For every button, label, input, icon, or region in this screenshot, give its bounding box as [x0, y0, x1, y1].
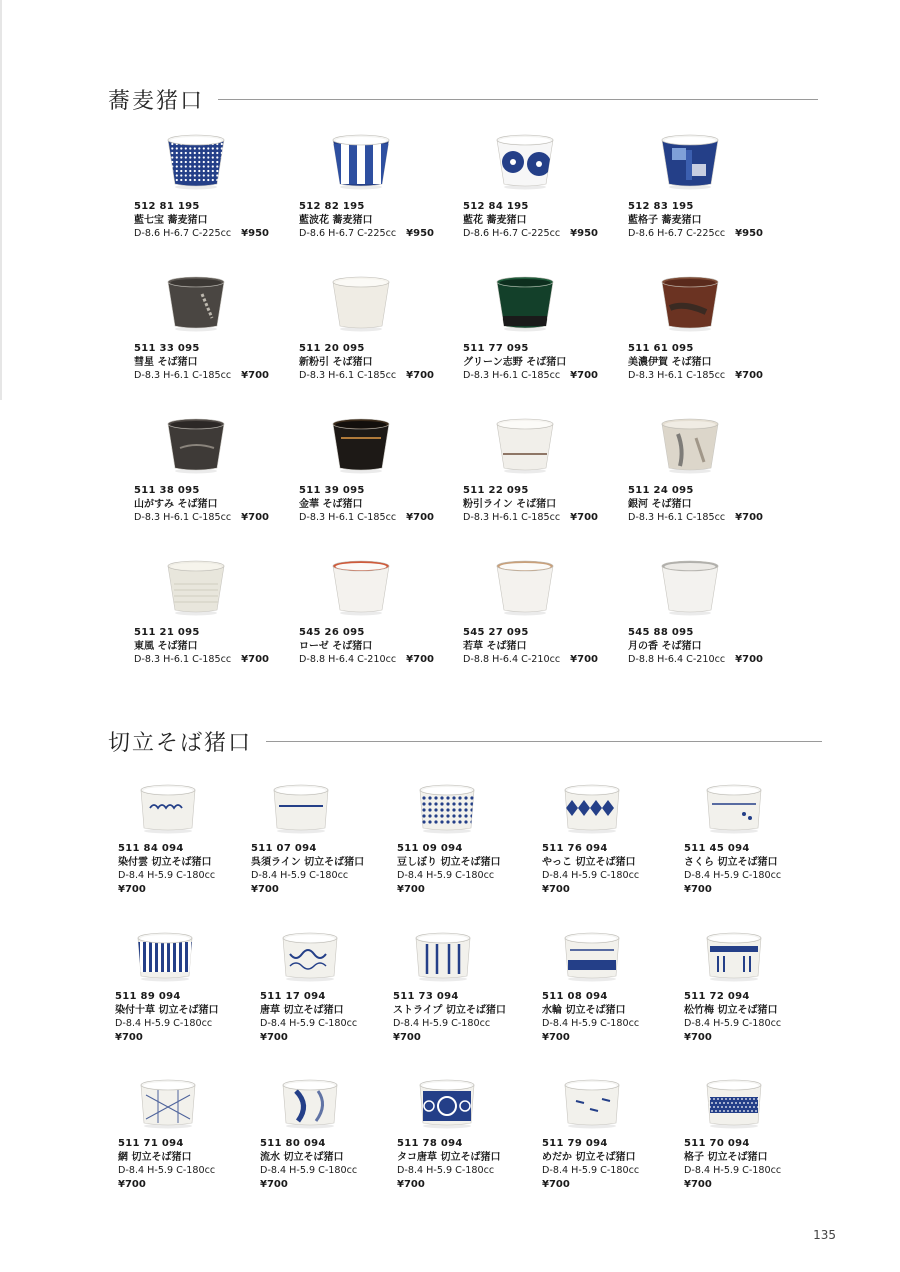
- spec-line: [299, 227, 434, 241]
- product-info: [134, 484, 269, 525]
- price-line: [118, 1178, 215, 1192]
- product-spec: D-8.3 H-6.1 C-185cc: [134, 654, 232, 666]
- page-number: 135: [813, 1228, 836, 1242]
- product-code: 512 83 195: [628, 201, 694, 212]
- product-info: [542, 1137, 639, 1191]
- product-spec: D-8.4 H-5.9 C-180cc: [251, 870, 349, 882]
- product-info: [542, 842, 639, 896]
- product-spec: D-8.4 H-5.9 C-180cc: [393, 1018, 491, 1030]
- page-edge-shadow: [0, 0, 2, 400]
- product-info: [299, 484, 434, 525]
- product-name: 藍格子 蕎麦猪口: [628, 214, 702, 226]
- product-name: さくら 切立そば猪口: [684, 856, 778, 868]
- spec-line: [299, 511, 434, 525]
- spec-line: [628, 227, 763, 241]
- product-spec: D-8.4 H-5.9 C-180cc: [684, 870, 782, 882]
- product-price: ¥700: [735, 370, 764, 382]
- product-name: 網 切立そば猪口: [118, 1151, 192, 1163]
- product-price: ¥700: [115, 1031, 143, 1043]
- price-line: [115, 1031, 218, 1045]
- product-code: 511 80 094: [260, 1138, 326, 1149]
- product-spec: D-8.6 H-6.7 C-225cc: [463, 228, 561, 240]
- product-spec: D-8.3 H-6.1 C-185cc: [628, 370, 726, 382]
- product-info: [299, 626, 434, 667]
- product-code: 511 24 095: [628, 485, 694, 496]
- price-line: [251, 883, 364, 897]
- product-price: ¥700: [241, 370, 270, 382]
- product-info: [260, 1137, 357, 1191]
- net-cup-icon: [138, 1071, 198, 1131]
- product-spec: D-8.3 H-6.1 C-185cc: [628, 512, 726, 524]
- product-spec: D-8.4 H-5.9 C-180cc: [118, 870, 216, 882]
- product-name: 藍七宝 蕎麦猪口: [134, 214, 208, 226]
- product-info: [397, 842, 500, 896]
- product-info: [463, 200, 598, 241]
- cloud-cup-icon: [138, 776, 198, 836]
- water-ring-cup-icon: [562, 924, 622, 984]
- product-spec: D-8.4 H-5.9 C-180cc: [115, 1018, 213, 1030]
- product-spec: D-8.4 H-5.9 C-180cc: [397, 870, 495, 882]
- product-name: 格子 切立そば猪口: [684, 1151, 768, 1163]
- product-info: [463, 342, 598, 383]
- product-code: 511 07 094: [251, 843, 317, 854]
- spec-line: [463, 227, 598, 241]
- product-price: ¥950: [570, 228, 599, 240]
- spec-line: [134, 653, 269, 667]
- product-price: ¥700: [570, 512, 599, 524]
- product-code: 512 84 195: [463, 201, 529, 212]
- koshi-lattice-cup-icon: [704, 1071, 764, 1131]
- comet-cup-icon: [166, 272, 226, 332]
- rose-rim-cup-icon: [331, 556, 391, 616]
- white-kohiki-cup-icon: [331, 272, 391, 332]
- price-line: [397, 883, 500, 897]
- spec-line: [628, 653, 763, 667]
- product-code: 512 81 195: [134, 201, 200, 212]
- price-line: [118, 883, 215, 897]
- product-price: ¥700: [393, 1031, 421, 1043]
- product-code: 511 89 094: [115, 991, 181, 1002]
- product-info: [115, 990, 218, 1044]
- product-price: ¥700: [397, 883, 425, 895]
- blue-wave-flower-cup-icon: [331, 130, 391, 190]
- spec-line: [628, 369, 763, 383]
- karakusa-cup-icon: [280, 924, 340, 984]
- product-code: 511 45 094: [684, 843, 750, 854]
- product-spec: D-8.3 H-6.1 C-185cc: [463, 512, 561, 524]
- moon-scent-cup-icon: [660, 556, 720, 616]
- spec-line: [397, 1164, 500, 1178]
- spec-line: [134, 227, 269, 241]
- spec-line: [542, 1164, 639, 1178]
- product-price: ¥700: [118, 883, 146, 895]
- product-code: 511 38 095: [134, 485, 200, 496]
- product-name: 銀河 そば猪口: [628, 498, 692, 510]
- green-shino-cup-icon: [495, 272, 555, 332]
- product-price: ¥950: [406, 228, 435, 240]
- product-spec: D-8.4 H-5.9 C-180cc: [684, 1165, 782, 1177]
- gosu-line-cup-icon: [271, 776, 331, 836]
- product-name: 若草 そば猪口: [463, 640, 527, 652]
- spec-line: [684, 869, 781, 883]
- product-name: 流水 切立そば猪口: [260, 1151, 344, 1163]
- product-price: ¥700: [406, 654, 435, 666]
- product-spec: D-8.4 H-5.9 C-180cc: [260, 1165, 358, 1177]
- product-info: [463, 626, 598, 667]
- product-price: ¥950: [241, 228, 270, 240]
- product-spec: D-8.4 H-5.9 C-180cc: [684, 1018, 782, 1030]
- polka-dot-cup-icon: [417, 776, 477, 836]
- product-price: ¥700: [735, 654, 764, 666]
- product-code: 511 22 095: [463, 485, 529, 496]
- product-spec: D-8.6 H-6.7 C-225cc: [299, 228, 397, 240]
- product-code: 512 82 195: [299, 201, 365, 212]
- product-info: [299, 342, 434, 383]
- product-code: 511 20 095: [299, 343, 365, 354]
- product-spec: D-8.3 H-6.1 C-185cc: [134, 370, 232, 382]
- product-price: ¥700: [260, 1031, 288, 1043]
- product-code: 545 88 095: [628, 627, 694, 638]
- wakakusa-cup-icon: [495, 556, 555, 616]
- product-price: ¥700: [406, 370, 435, 382]
- product-code: 511 72 094: [684, 991, 750, 1002]
- product-price: ¥700: [118, 1178, 146, 1190]
- product-spec: D-8.3 H-6.1 C-185cc: [299, 512, 397, 524]
- blue-shippo-cup-icon: [166, 130, 226, 190]
- spec-line: [463, 511, 598, 525]
- product-spec: D-8.4 H-5.9 C-180cc: [542, 870, 640, 882]
- product-name: 美濃伊賀 そば猪口: [628, 356, 712, 368]
- product-info: [628, 200, 763, 241]
- product-price: ¥700: [397, 1178, 425, 1190]
- mountain-mist-cup-icon: [166, 414, 226, 474]
- product-info: [628, 626, 763, 667]
- product-name: 彗星 そば猪口: [134, 356, 198, 368]
- product-name: タコ唐草 切立そば猪口: [397, 1151, 501, 1163]
- product-info: [463, 484, 598, 525]
- east-wind-cup-icon: [166, 556, 226, 616]
- product-price: ¥700: [542, 1178, 570, 1190]
- product-price: ¥700: [260, 1178, 288, 1190]
- product-name: 藍波花 蕎麦猪口: [299, 214, 373, 226]
- pine-bamboo-plum-cup-icon: [704, 924, 764, 984]
- spec-line: [542, 869, 639, 883]
- spec-line: [463, 369, 598, 383]
- product-name: 染付雲 切立そば猪口: [118, 856, 212, 868]
- product-info: [134, 626, 269, 667]
- product-name: 月の香 そば猪口: [628, 640, 702, 652]
- galaxy-cup-icon: [660, 414, 720, 474]
- product-info: [397, 1137, 500, 1191]
- product-spec: D-8.8 H-6.4 C-210cc: [299, 654, 397, 666]
- tako-karakusa-cup-icon: [417, 1071, 477, 1131]
- product-info: [684, 1137, 781, 1191]
- spec-line: [684, 1017, 781, 1031]
- price-line: [542, 1031, 639, 1045]
- product-price: ¥700: [251, 883, 279, 895]
- kohiki-line-cup-icon: [495, 414, 555, 474]
- spec-line: [115, 1017, 218, 1031]
- product-info: [628, 342, 763, 383]
- product-spec: D-8.8 H-6.4 C-210cc: [463, 654, 561, 666]
- spec-line: [118, 869, 215, 883]
- tokusa-stripe-cup-icon: [135, 924, 195, 984]
- product-name: 粉引ライン そば猪口: [463, 498, 557, 510]
- product-name: グリーン志野 そば猪口: [463, 356, 567, 368]
- spec-line: [134, 511, 269, 525]
- spec-line: [397, 869, 500, 883]
- product-spec: D-8.4 H-5.9 C-180cc: [260, 1018, 358, 1030]
- product-code: 511 70 094: [684, 1138, 750, 1149]
- product-spec: D-8.6 H-6.7 C-225cc: [628, 228, 726, 240]
- product-name: 新粉引 そば猪口: [299, 356, 373, 368]
- product-price: ¥700: [241, 512, 270, 524]
- spec-line: [251, 869, 364, 883]
- product-name: めだか 切立そば猪口: [542, 1151, 636, 1163]
- product-name: 藍花 蕎麦猪口: [463, 214, 527, 226]
- spec-line: [260, 1017, 357, 1031]
- product-name: 唐草 切立そば猪口: [260, 1004, 344, 1016]
- product-code: 511 76 094: [542, 843, 608, 854]
- product-info: [393, 990, 506, 1044]
- product-code: 511 33 095: [134, 343, 200, 354]
- product-info: [542, 990, 639, 1044]
- product-name: 豆しぼり 切立そば猪口: [397, 856, 501, 868]
- product-code: 511 71 094: [118, 1138, 184, 1149]
- product-price: ¥950: [735, 228, 764, 240]
- product-price: ¥700: [684, 883, 712, 895]
- blue-lattice-cup-icon: [660, 130, 720, 190]
- price-line: [684, 1178, 781, 1192]
- spec-line: [628, 511, 763, 525]
- mino-iga-cup-icon: [660, 272, 720, 332]
- product-spec: D-8.4 H-5.9 C-180cc: [397, 1165, 495, 1177]
- spec-line: [684, 1164, 781, 1178]
- price-line: [542, 1178, 639, 1192]
- price-line: [684, 883, 781, 897]
- product-price: ¥700: [542, 883, 570, 895]
- product-name: 松竹梅 切立そば猪口: [684, 1004, 778, 1016]
- product-code: 545 26 095: [299, 627, 365, 638]
- spec-line: [260, 1164, 357, 1178]
- product-price: ¥700: [570, 370, 599, 382]
- product-code: 511 77 095: [463, 343, 529, 354]
- product-price: ¥700: [684, 1178, 712, 1190]
- product-code: 545 27 095: [463, 627, 529, 638]
- product-code: 511 39 095: [299, 485, 365, 496]
- product-code: 511 08 094: [542, 991, 608, 1002]
- sakura-cup-icon: [704, 776, 764, 836]
- spec-line: [118, 1164, 215, 1178]
- product-spec: D-8.3 H-6.1 C-185cc: [134, 512, 232, 524]
- section-header-kiritate-soba-choko: [108, 726, 822, 757]
- product-info: [684, 990, 781, 1044]
- section-rule: [218, 99, 818, 100]
- stripe-cup-icon: [413, 924, 473, 984]
- product-spec: D-8.4 H-5.9 C-180cc: [542, 1165, 640, 1177]
- product-name: 呉須ライン 切立そば猪口: [251, 856, 365, 868]
- product-info: [134, 342, 269, 383]
- spec-line: [299, 653, 434, 667]
- product-name: 金華 そば猪口: [299, 498, 363, 510]
- price-line: [542, 883, 639, 897]
- product-spec: D-8.8 H-6.4 C-210cc: [628, 654, 726, 666]
- product-code: 511 78 094: [397, 1138, 463, 1149]
- product-code: 511 09 094: [397, 843, 463, 854]
- product-spec: D-8.3 H-6.1 C-185cc: [463, 370, 561, 382]
- product-info: [118, 842, 215, 896]
- product-name: 染付十草 切立そば猪口: [115, 1004, 219, 1016]
- diamond-cup-icon: [562, 776, 622, 836]
- flowing-water-cup-icon: [280, 1071, 340, 1131]
- section-title: 蕎麦猪口: [108, 89, 205, 114]
- product-code: 511 79 094: [542, 1138, 608, 1149]
- product-price: ¥700: [570, 654, 599, 666]
- product-info: [260, 990, 357, 1044]
- product-spec: D-8.3 H-6.1 C-185cc: [299, 370, 397, 382]
- product-price: ¥700: [241, 654, 270, 666]
- spec-line: [542, 1017, 639, 1031]
- product-name: 水輪 切立そば猪口: [542, 1004, 626, 1016]
- product-price: ¥700: [406, 512, 435, 524]
- product-code: 511 84 094: [118, 843, 184, 854]
- medaka-cup-icon: [562, 1071, 622, 1131]
- product-name: ストライプ 切立そば猪口: [393, 1004, 506, 1016]
- product-name: 山がすみ そば猪口: [134, 498, 218, 510]
- product-info: [299, 200, 434, 241]
- section-title: 切立そば猪口: [108, 731, 253, 756]
- spec-line: [393, 1017, 506, 1031]
- product-info: [628, 484, 763, 525]
- product-name: ローゼ そば猪口: [299, 640, 373, 652]
- price-line: [397, 1178, 500, 1192]
- product-code: 511 21 095: [134, 627, 200, 638]
- kinka-cup-icon: [331, 414, 391, 474]
- spec-line: [134, 369, 269, 383]
- product-name: 東風 そば猪口: [134, 640, 198, 652]
- section-header-soba-choko: [108, 84, 818, 115]
- product-spec: D-8.4 H-5.9 C-180cc: [542, 1018, 640, 1030]
- product-name: やっこ 切立そば猪口: [542, 856, 636, 868]
- product-code: 511 73 094: [393, 991, 459, 1002]
- spec-line: [299, 369, 434, 383]
- product-spec: D-8.4 H-5.9 C-180cc: [118, 1165, 216, 1177]
- price-line: [684, 1031, 781, 1045]
- product-info: [684, 842, 781, 896]
- blue-flower-cup-icon: [495, 130, 555, 190]
- price-line: [393, 1031, 506, 1045]
- product-code: 511 61 095: [628, 343, 694, 354]
- product-info: [118, 1137, 215, 1191]
- price-line: [260, 1178, 357, 1192]
- spec-line: [463, 653, 598, 667]
- price-line: [260, 1031, 357, 1045]
- product-price: ¥700: [735, 512, 764, 524]
- product-price: ¥700: [684, 1031, 712, 1043]
- product-spec: D-8.6 H-6.7 C-225cc: [134, 228, 232, 240]
- product-info: [251, 842, 364, 896]
- product-info: [134, 200, 269, 241]
- product-price: ¥700: [542, 1031, 570, 1043]
- product-code: 511 17 094: [260, 991, 326, 1002]
- section-rule: [266, 741, 822, 742]
